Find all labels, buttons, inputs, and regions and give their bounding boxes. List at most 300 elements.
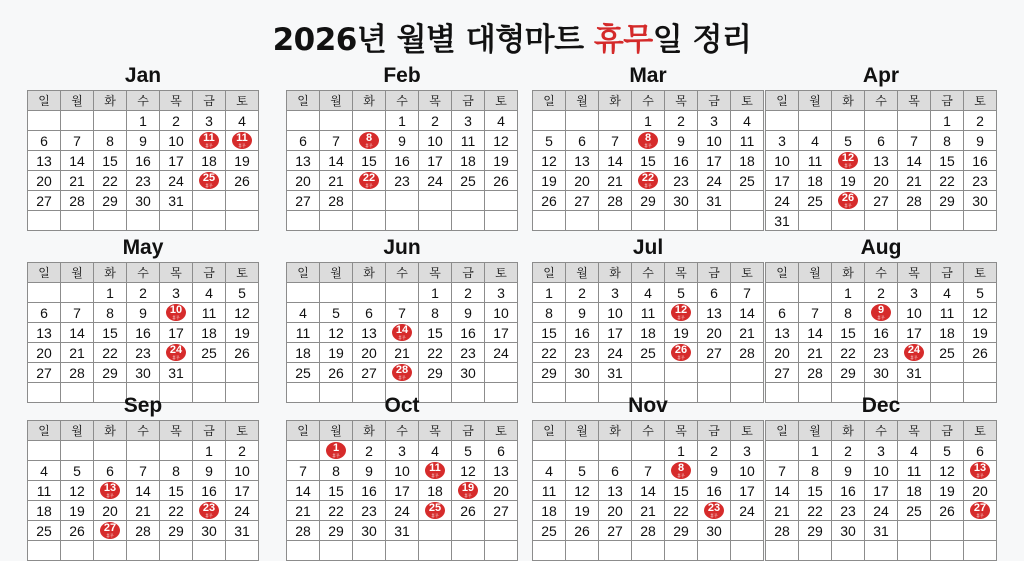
holiday-marker: 8 휴무 xyxy=(638,132,658,149)
day-cell: 6 xyxy=(964,441,997,461)
holiday-marker: 25 휴무 xyxy=(425,502,445,519)
day-cell xyxy=(632,541,665,561)
day-cell: 6 xyxy=(353,303,386,323)
day-cell: 5 xyxy=(533,131,566,151)
day-cell: 13 xyxy=(485,461,518,481)
day-cell: 22 xyxy=(94,171,127,191)
weekday-header: 수 xyxy=(386,263,419,283)
day-cell: 2 xyxy=(832,441,865,461)
day-cell: 2 xyxy=(698,441,731,461)
day-cell: 21 xyxy=(599,171,632,191)
day-cell: 5 xyxy=(931,441,964,461)
day-cell xyxy=(28,111,61,131)
month-oct xyxy=(286,394,518,561)
weekday-header: 화 xyxy=(353,263,386,283)
day-cell xyxy=(599,541,632,561)
day-cell: 20 xyxy=(566,171,599,191)
day-cell: 21 xyxy=(632,501,665,521)
day-cell: 28 xyxy=(127,521,160,541)
holiday-label: 휴무 xyxy=(172,355,180,361)
day-cell: 26 xyxy=(226,171,259,191)
day-cell: 14 xyxy=(799,323,832,343)
month-feb xyxy=(286,64,518,231)
day-cell: 23 xyxy=(865,343,898,363)
day-cell: 31 xyxy=(386,521,419,541)
day-cell: 15 xyxy=(632,151,665,171)
day-cell: 14 xyxy=(731,303,764,323)
weekday-header: 화 xyxy=(353,421,386,441)
weekday-header: 금 xyxy=(698,91,731,111)
day-cell xyxy=(766,111,799,131)
day-cell xyxy=(964,541,997,561)
weekday-header: 일 xyxy=(533,263,566,283)
month-mar xyxy=(532,64,764,231)
day-cell: 22 xyxy=(665,501,698,521)
day-cell xyxy=(353,191,386,211)
day-cell: 16 xyxy=(964,151,997,171)
month-jun xyxy=(286,236,518,403)
day-cell: 13 xyxy=(865,151,898,171)
day-cell: 18 xyxy=(632,323,665,343)
day-cell: 20 xyxy=(94,501,127,521)
day-cell xyxy=(226,211,259,231)
day-cell xyxy=(799,211,832,231)
day-cell xyxy=(898,541,931,561)
day-cell: 25 xyxy=(533,521,566,541)
month-name: Aug xyxy=(860,236,902,259)
weekday-header: 수 xyxy=(386,91,419,111)
day-cell xyxy=(698,501,731,521)
weekday-header: 수 xyxy=(632,91,665,111)
day-cell: 7 xyxy=(731,283,764,303)
day-cell: 2 xyxy=(127,283,160,303)
day-cell: 24 xyxy=(386,501,419,521)
day-cell: 18 xyxy=(898,481,931,501)
day-cell: 11 xyxy=(28,481,61,501)
day-cell xyxy=(452,191,485,211)
day-cell xyxy=(193,171,226,191)
holiday-marker: 26 휴무 xyxy=(838,192,858,209)
day-cell: 11 xyxy=(452,131,485,151)
weekday-header: 화 xyxy=(599,91,632,111)
holiday-label: 휴무 xyxy=(710,513,718,519)
day-cell: 9 xyxy=(386,131,419,151)
day-cell: 15 xyxy=(799,481,832,501)
day-cell: 2 xyxy=(665,111,698,131)
day-cell: 2 xyxy=(452,283,485,303)
day-cell: 17 xyxy=(898,323,931,343)
month-name: Oct xyxy=(384,394,420,417)
day-cell xyxy=(160,211,193,231)
day-cell: 22 xyxy=(94,343,127,363)
day-cell: 27 xyxy=(766,363,799,383)
day-cell: 20 xyxy=(28,343,61,363)
day-cell xyxy=(127,541,160,561)
day-cell xyxy=(94,441,127,461)
day-cell xyxy=(452,211,485,231)
day-cell: 3 xyxy=(731,441,764,461)
day-cell: 21 xyxy=(287,501,320,521)
day-cell: 29 xyxy=(799,521,832,541)
day-cell: 8 xyxy=(160,461,193,481)
day-cell: 7 xyxy=(287,461,320,481)
holiday-label: 휴무 xyxy=(172,315,180,321)
day-cell xyxy=(127,211,160,231)
day-cell: 3 xyxy=(766,131,799,151)
day-cell: 28 xyxy=(287,521,320,541)
day-cell: 29 xyxy=(94,363,127,383)
day-cell: 30 xyxy=(452,363,485,383)
day-cell xyxy=(865,303,898,323)
month-nov xyxy=(532,394,764,561)
day-cell xyxy=(964,461,997,481)
holiday-marker: 27 휴무 xyxy=(100,522,120,539)
weekday-header: 토 xyxy=(485,421,518,441)
day-cell: 1 xyxy=(799,441,832,461)
day-cell: 10 xyxy=(226,461,259,481)
day-cell: 23 xyxy=(452,343,485,363)
day-cell: 12 xyxy=(61,481,94,501)
day-cell: 22 xyxy=(533,343,566,363)
day-cell: 26 xyxy=(964,343,997,363)
day-cell: 7 xyxy=(127,461,160,481)
day-cell: 31 xyxy=(599,363,632,383)
day-cell: 28 xyxy=(599,191,632,211)
weekday-header: 금 xyxy=(698,263,731,283)
day-cell: 17 xyxy=(485,323,518,343)
holiday-label: 휴무 xyxy=(677,473,685,479)
day-cell: 5 xyxy=(320,303,353,323)
month-name: Jun xyxy=(383,236,421,259)
day-cell xyxy=(898,521,931,541)
weekday-header: 월 xyxy=(566,263,599,283)
day-cell: 2 xyxy=(226,441,259,461)
holiday-marker: 11 휴무 xyxy=(425,462,445,479)
day-cell: 16 xyxy=(452,323,485,343)
day-cell: 21 xyxy=(320,171,353,191)
day-cell xyxy=(193,131,226,151)
day-cell: 15 xyxy=(320,481,353,501)
day-cell: 29 xyxy=(320,521,353,541)
day-cell: 6 xyxy=(485,441,518,461)
month-jul xyxy=(532,236,764,403)
day-cell: 12 xyxy=(931,461,964,481)
holiday-label: 휴무 xyxy=(365,183,373,189)
holiday-label: 휴무 xyxy=(238,143,246,149)
day-cell: 29 xyxy=(665,521,698,541)
weekday-header: 월 xyxy=(799,91,832,111)
weekday-header: 토 xyxy=(964,91,997,111)
day-cell: 3 xyxy=(452,111,485,131)
day-cell: 24 xyxy=(865,501,898,521)
day-cell: 5 xyxy=(226,283,259,303)
holiday-marker: 9 휴무 xyxy=(871,304,891,321)
day-cell: 25 xyxy=(28,521,61,541)
day-cell: 29 xyxy=(832,363,865,383)
day-cell: 14 xyxy=(61,323,94,343)
day-cell xyxy=(964,521,997,541)
holiday-marker: 27 휴무 xyxy=(970,502,990,519)
day-cell: 12 xyxy=(452,461,485,481)
holiday-marker: 25 휴무 xyxy=(199,172,219,189)
day-cell: 4 xyxy=(287,303,320,323)
holiday-label: 휴무 xyxy=(106,533,114,539)
day-cell: 18 xyxy=(533,501,566,521)
holiday-marker: 1 휴무 xyxy=(326,442,346,459)
weekday-header: 화 xyxy=(94,421,127,441)
day-cell: 11 xyxy=(799,151,832,171)
weekday-header: 일 xyxy=(28,421,61,441)
day-cell xyxy=(160,541,193,561)
day-cell: 16 xyxy=(865,323,898,343)
day-cell xyxy=(28,541,61,561)
day-cell: 20 xyxy=(353,343,386,363)
day-cell: 12 xyxy=(485,131,518,151)
day-cell: 9 xyxy=(193,461,226,481)
day-cell: 13 xyxy=(566,151,599,171)
day-cell xyxy=(320,283,353,303)
day-cell: 21 xyxy=(61,171,94,191)
day-cell xyxy=(127,441,160,461)
day-cell: 25 xyxy=(452,171,485,191)
day-cell xyxy=(533,441,566,461)
day-cell: 4 xyxy=(931,283,964,303)
weekday-header: 월 xyxy=(61,421,94,441)
month-name: Sep xyxy=(123,394,163,417)
day-cell: 12 xyxy=(964,303,997,323)
weekday-header: 월 xyxy=(799,421,832,441)
day-cell xyxy=(832,191,865,211)
day-cell: 26 xyxy=(320,363,353,383)
weekday-header: 수 xyxy=(865,91,898,111)
day-cell xyxy=(865,211,898,231)
day-cell: 19 xyxy=(485,151,518,171)
day-cell: 3 xyxy=(160,283,193,303)
holiday-label: 휴무 xyxy=(464,493,472,499)
weekday-header: 토 xyxy=(731,263,764,283)
day-cell: 10 xyxy=(419,131,452,151)
weekday-header: 일 xyxy=(766,91,799,111)
day-cell: 6 xyxy=(28,303,61,323)
day-cell: 22 xyxy=(799,501,832,521)
day-cell: 1 xyxy=(832,283,865,303)
day-cell: 1 xyxy=(632,111,665,131)
month-sep xyxy=(27,394,259,561)
holiday-label: 휴무 xyxy=(976,473,984,479)
weekday-header: 목 xyxy=(665,421,698,441)
day-cell: 15 xyxy=(832,323,865,343)
day-cell xyxy=(226,131,259,151)
day-cell: 8 xyxy=(533,303,566,323)
day-cell: 29 xyxy=(533,363,566,383)
day-cell: 8 xyxy=(832,303,865,323)
day-cell xyxy=(386,541,419,561)
day-cell xyxy=(485,521,518,541)
day-cell xyxy=(353,541,386,561)
day-cell: 26 xyxy=(61,521,94,541)
month-table xyxy=(765,262,997,403)
day-cell: 16 xyxy=(832,481,865,501)
day-cell: 18 xyxy=(452,151,485,171)
holiday-marker: 22 휴무 xyxy=(359,172,379,189)
weekday-header: 일 xyxy=(533,91,566,111)
day-cell: 1 xyxy=(127,111,160,131)
day-cell: 26 xyxy=(226,343,259,363)
day-cell xyxy=(599,111,632,131)
weekday-header: 월 xyxy=(61,263,94,283)
day-cell: 11 xyxy=(898,461,931,481)
day-cell: 29 xyxy=(94,191,127,211)
day-cell xyxy=(226,363,259,383)
day-cell: 28 xyxy=(632,521,665,541)
day-cell: 5 xyxy=(452,441,485,461)
day-cell: 22 xyxy=(320,501,353,521)
day-cell xyxy=(61,111,94,131)
day-cell: 12 xyxy=(226,303,259,323)
day-cell: 10 xyxy=(386,461,419,481)
day-cell: 10 xyxy=(865,461,898,481)
day-cell: 6 xyxy=(94,461,127,481)
day-cell: 22 xyxy=(832,343,865,363)
holiday-label: 휴무 xyxy=(332,453,340,459)
day-cell: 5 xyxy=(566,461,599,481)
title-prefix: 2026년 월별 대형마트 xyxy=(272,22,594,58)
day-cell: 11 xyxy=(632,303,665,323)
month-jan xyxy=(27,64,259,231)
day-cell: 3 xyxy=(898,283,931,303)
holiday-marker: 24 휴무 xyxy=(904,344,924,361)
day-cell xyxy=(731,191,764,211)
day-cell: 2 xyxy=(160,111,193,131)
holiday-label: 휴무 xyxy=(398,335,406,341)
day-cell xyxy=(61,211,94,231)
day-cell: 10 xyxy=(766,151,799,171)
day-cell: 12 xyxy=(533,151,566,171)
day-cell xyxy=(485,363,518,383)
holiday-label: 휴무 xyxy=(106,493,114,499)
day-cell: 31 xyxy=(160,363,193,383)
day-cell: 10 xyxy=(485,303,518,323)
day-cell xyxy=(566,111,599,131)
day-cell xyxy=(94,111,127,131)
day-cell: 22 xyxy=(931,171,964,191)
weekday-header: 토 xyxy=(226,263,259,283)
day-cell: 27 xyxy=(353,363,386,383)
day-cell: 9 xyxy=(127,131,160,151)
day-cell xyxy=(665,363,698,383)
day-cell xyxy=(533,541,566,561)
day-cell xyxy=(799,111,832,131)
day-cell: 16 xyxy=(127,151,160,171)
month-table xyxy=(286,420,518,561)
day-cell: 25 xyxy=(287,363,320,383)
day-cell: 22 xyxy=(160,501,193,521)
day-cell: 14 xyxy=(599,151,632,171)
weekday-header: 목 xyxy=(898,91,931,111)
day-cell: 31 xyxy=(160,191,193,211)
day-cell: 28 xyxy=(898,191,931,211)
holiday-label: 휴무 xyxy=(644,143,652,149)
day-cell xyxy=(28,441,61,461)
holiday-marker: 14 휴무 xyxy=(392,324,412,341)
holiday-marker: 13 휴무 xyxy=(100,482,120,499)
day-cell: 1 xyxy=(386,111,419,131)
day-cell: 10 xyxy=(898,303,931,323)
day-cell: 6 xyxy=(287,131,320,151)
day-cell: 2 xyxy=(419,111,452,131)
weekday-header: 금 xyxy=(931,421,964,441)
day-cell xyxy=(353,111,386,131)
weekday-header: 토 xyxy=(731,421,764,441)
day-cell: 4 xyxy=(898,441,931,461)
weekday-header: 수 xyxy=(386,421,419,441)
day-cell xyxy=(320,211,353,231)
day-cell: 25 xyxy=(931,343,964,363)
weekday-header: 일 xyxy=(766,421,799,441)
day-cell: 24 xyxy=(160,171,193,191)
day-cell: 24 xyxy=(419,171,452,191)
day-cell: 18 xyxy=(731,151,764,171)
holiday-marker: 11 휴무 xyxy=(199,132,219,149)
month-table xyxy=(532,90,764,231)
holiday-marker: 26 휴무 xyxy=(671,344,691,361)
month-name: Feb xyxy=(383,64,421,87)
day-cell: 15 xyxy=(419,323,452,343)
day-cell: 1 xyxy=(419,283,452,303)
day-cell: 1 xyxy=(533,283,566,303)
day-cell xyxy=(533,211,566,231)
month-name: Nov xyxy=(628,394,668,417)
weekday-header: 화 xyxy=(94,263,127,283)
day-cell: 7 xyxy=(320,131,353,151)
day-cell: 17 xyxy=(865,481,898,501)
day-cell: 15 xyxy=(353,151,386,171)
day-cell: 31 xyxy=(865,521,898,541)
day-cell: 18 xyxy=(931,323,964,343)
day-cell: 26 xyxy=(452,501,485,521)
weekday-header: 금 xyxy=(193,91,226,111)
day-cell xyxy=(832,211,865,231)
day-cell: 13 xyxy=(287,151,320,171)
weekday-header: 금 xyxy=(193,421,226,441)
day-cell: 10 xyxy=(731,461,764,481)
weekday-header: 수 xyxy=(865,421,898,441)
holiday-label: 휴무 xyxy=(677,315,685,321)
day-cell xyxy=(632,363,665,383)
weekday-header: 토 xyxy=(226,421,259,441)
day-cell: 2 xyxy=(964,111,997,131)
month-table xyxy=(27,90,259,231)
day-cell: 25 xyxy=(898,501,931,521)
day-cell: 5 xyxy=(61,461,94,481)
holiday-label: 휴무 xyxy=(844,163,852,169)
day-cell: 21 xyxy=(731,323,764,343)
day-cell xyxy=(931,521,964,541)
month-table xyxy=(27,420,259,561)
day-cell xyxy=(419,501,452,521)
weekday-header: 목 xyxy=(160,263,193,283)
day-cell xyxy=(698,541,731,561)
day-cell: 1 xyxy=(931,111,964,131)
day-cell: 19 xyxy=(226,151,259,171)
weekday-header: 목 xyxy=(419,421,452,441)
weekday-header: 금 xyxy=(452,421,485,441)
day-cell: 12 xyxy=(566,481,599,501)
day-cell: 20 xyxy=(28,171,61,191)
weekday-header: 화 xyxy=(353,91,386,111)
day-cell: 14 xyxy=(61,151,94,171)
weekday-header: 목 xyxy=(665,91,698,111)
